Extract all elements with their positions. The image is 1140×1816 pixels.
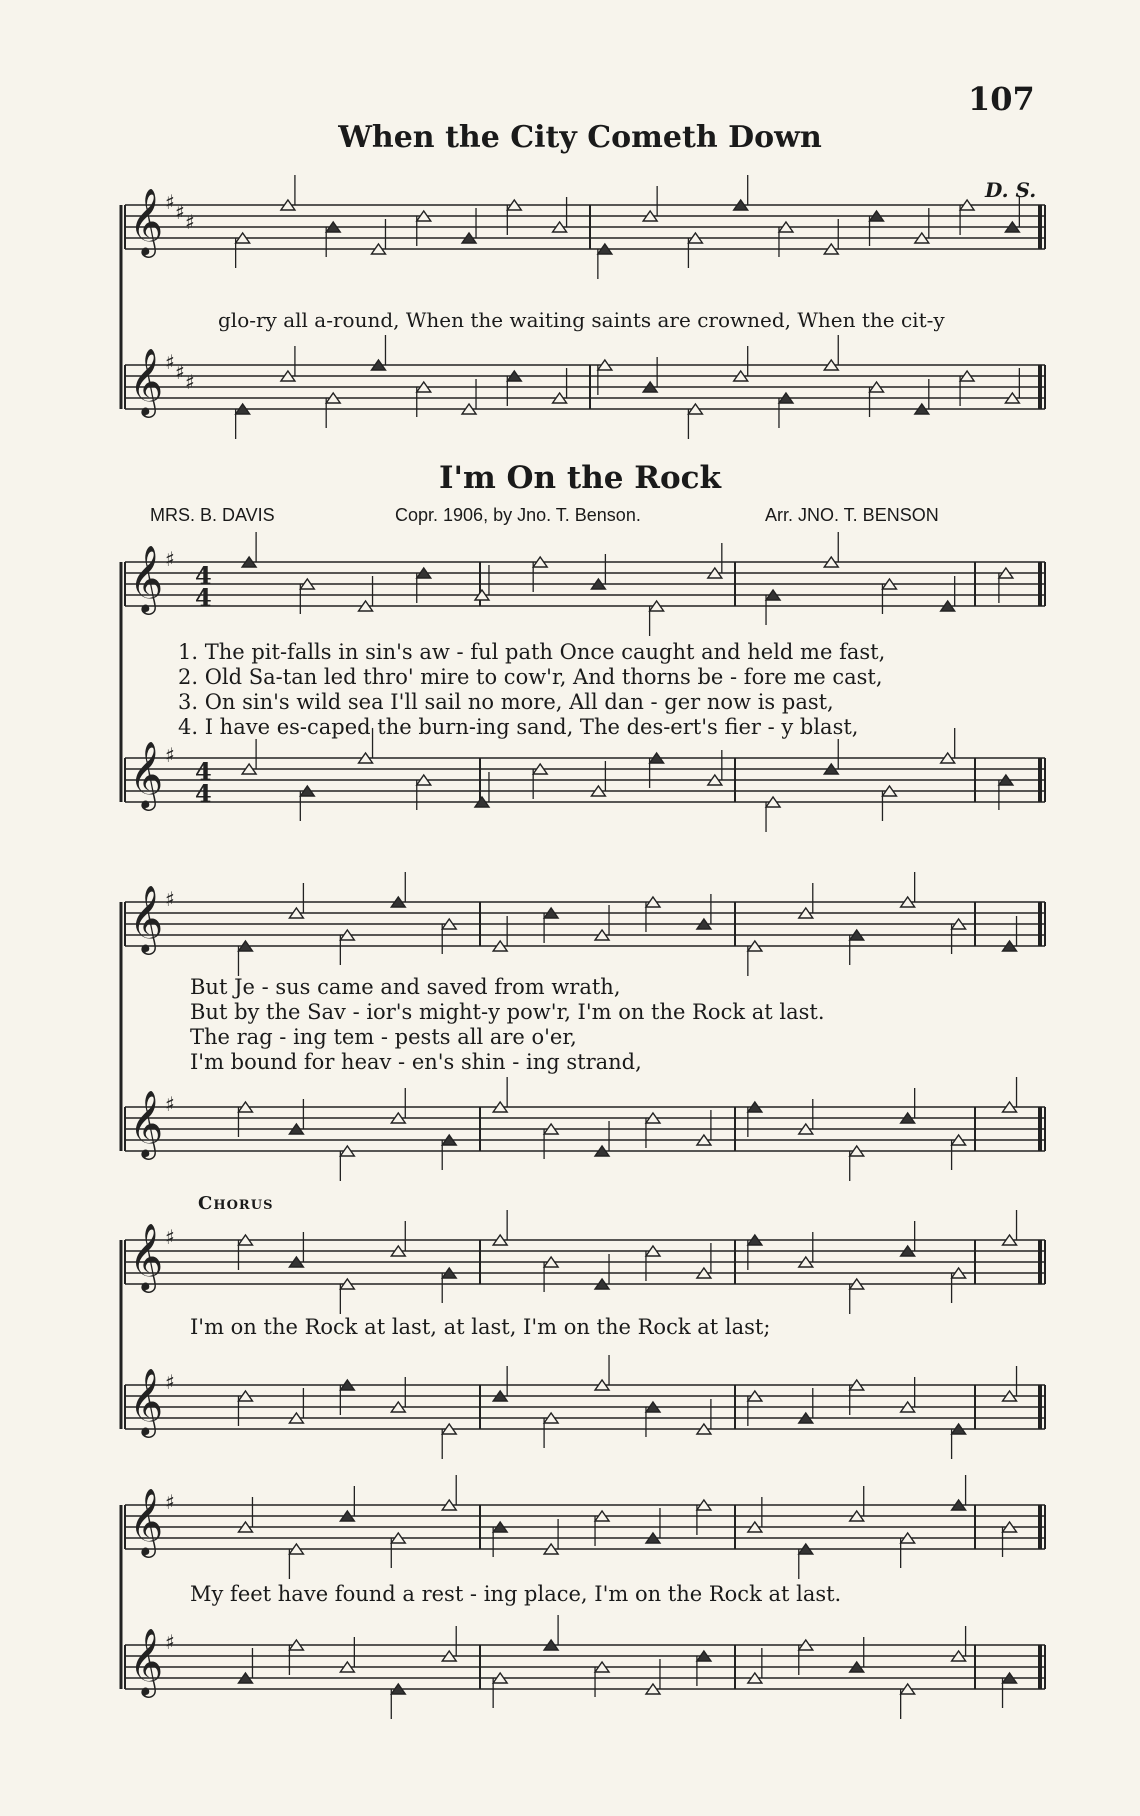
lyric-line-city: glo-ry all a-round, When the waiting saints are crowned, When the cit-y [218, 308, 945, 332]
treble-clef: 𝄞 [129, 1367, 164, 1435]
sharp-sign: ♯ [165, 1490, 175, 1514]
sharp-sign: ♯ [185, 210, 195, 234]
sharp-sign: ♯ [165, 1092, 175, 1116]
sharp-sign: ♯ [185, 370, 195, 394]
treble-clef: 𝄞 [129, 1222, 164, 1290]
treble-clef: 𝄞 [129, 187, 164, 255]
treble-clef: 𝄞 [129, 1487, 164, 1555]
verse-4-line-1: 4. I have es-caped the burn-ing sand, The des-ert's fier - y blast, [178, 715, 859, 739]
page-number: 107 [968, 80, 1035, 118]
chorus-label: Chorus [198, 1193, 274, 1214]
copyright-credit: Copr. 1906, by Jno. T. Benson. [395, 505, 641, 525]
sharp-sign: ♯ [165, 1370, 175, 1394]
arranger-credit: Arr. JNO. T. BENSON [765, 505, 939, 525]
time-signature: 4 [195, 561, 212, 590]
sharp-sign: ♯ [165, 190, 175, 214]
author-credit: MRS. B. DAVIS [150, 505, 275, 525]
chorus-lyric-line-1: I'm on the Rock at last, at last, I'm on the Rock at last; [190, 1315, 771, 1339]
hymn-title-city-cometh-down: When the City Cometh Down [338, 120, 822, 155]
sharp-sign: ♯ [175, 360, 185, 384]
ds-mark: D. S. [985, 178, 1037, 202]
chorus-lyric-line-2: My feet have found a rest - ing place, I'm on the Rock at last. [190, 1582, 842, 1606]
verse-1-line-2: But Je - sus came and saved from wrath, [190, 975, 621, 999]
verse-1-line-1: 1. The pit-falls in sin's aw - ful path Once caught and held me fast, [178, 640, 886, 664]
time-signature: 4 [195, 779, 212, 808]
sharp-sign: ♯ [165, 1225, 175, 1249]
treble-clef: 𝄞 [129, 544, 164, 612]
treble-clef: 𝄞 [129, 884, 164, 952]
verse-3-line-1: 3. On sin's wild sea I'll sail no more, All dan - ger now is past, [178, 690, 834, 714]
sharp-sign: ♯ [165, 1630, 175, 1654]
verse-2-line-1: 2. Old Sa-tan led thro' mire to cow'r, And thorns be - fore me cast, [178, 665, 883, 689]
sharp-sign: ♯ [165, 887, 175, 911]
treble-clef: 𝄞 [129, 1627, 164, 1695]
treble-clef: 𝄞 [129, 1089, 164, 1157]
verse-2-line-2: But by the Sav - ior's might-y pow'r, I'm on the Rock at last. [190, 1000, 825, 1024]
sharp-sign: ♯ [165, 743, 175, 767]
sharp-sign: ♯ [165, 350, 175, 374]
time-signature: 4 [195, 757, 212, 786]
time-signature: 4 [195, 583, 212, 612]
sharp-sign: ♯ [165, 547, 175, 571]
treble-clef: 𝄞 [129, 347, 164, 415]
treble-clef: 𝄞 [129, 740, 164, 808]
verse-4-line-2: I'm bound for heav - en's shin - ing strand, [190, 1050, 642, 1074]
sharp-sign: ♯ [175, 200, 185, 224]
hymn-title-on-the-rock: I'm On the Rock [438, 460, 722, 496]
verse-3-line-2: The rag - ing tem - pests all are o'er, [190, 1025, 577, 1049]
